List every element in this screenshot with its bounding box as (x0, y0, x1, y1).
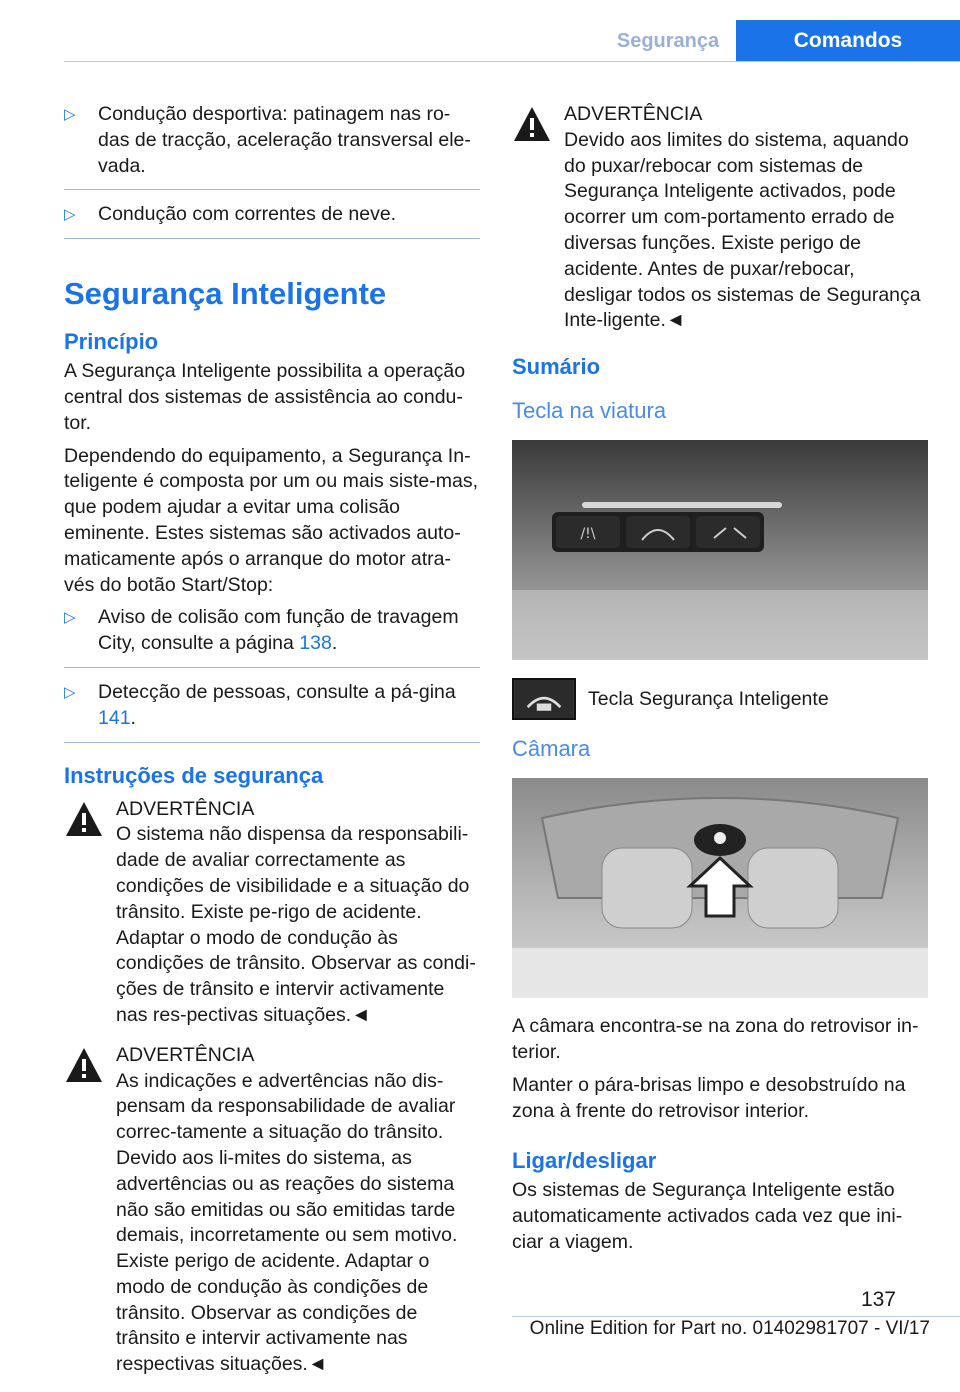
camera-paragraph-1: A câmara encontra-se na zona do retrovisor in-terior. (512, 1015, 919, 1063)
principle-paragraph-1: A Segurança Inteligente possibilita a operação central dos sistemas de assistência ao condu-tor. (64, 360, 466, 434)
warning-triangle-icon (512, 104, 552, 144)
onoff-paragraph-1: Os sistemas de Segurança Inteligente estão automaticamente activados cada vez que ini-ciar a viagem. (512, 1179, 903, 1253)
footer-edition: Online Edition for Part no. 01402981707 - VI/17 (529, 1318, 930, 1339)
list-item: ▷ Condução com correntes de neve. (64, 202, 480, 228)
list-item: ▷ Aviso de colisão com função de travagem City, consulte a página 138. (64, 605, 480, 657)
page-link-141[interactable]: 141 (98, 706, 131, 729)
principle-paragraph-2: Dependendo do equipamento, a Segurança In-teligente é composta por um ou mais siste-mas, que podem ajudar a evitar uma colisão eminente. Estes sistemas são activados auto-maticamente após o arranque do motor atra-vés do botão Start/Stop: (64, 444, 479, 596)
safety-heading: Instruções de segurança (64, 762, 324, 788)
principle-heading: Princípio (64, 329, 159, 355)
list-item: ▷ Detecção de pessoas, consulte a pá-gina 141. (64, 680, 480, 732)
onoff-heading: Ligar/desligar (512, 1148, 657, 1174)
list-divider (64, 238, 480, 239)
summary-heading: Sumário (512, 354, 601, 380)
warning-text: ADVERTÊNCIA O sistema não dispensa da responsabili-dade de avaliar correctamente as condições de visibilidade e a situação do trânsito. Existe pe-rigo de acidente. Adaptar o modo de condução às condições de trânsito. Observar as condi-ções de trânsito e intervir activamente nas res-pectivas situações.◄ (116, 797, 476, 1026)
warning-block (64, 797, 480, 1029)
left-column (64, 102, 480, 1392)
button-caption: Tecla Segurança Inteligente (512, 678, 928, 720)
right-column (512, 102, 928, 1263)
header-rule (64, 61, 960, 62)
page-number: 137 (860, 1288, 896, 1311)
warning-triangle-icon (64, 799, 104, 839)
header-section-label: Segurança (616, 30, 720, 52)
warning-triangle-icon (64, 1045, 104, 1085)
warning-block (64, 1043, 480, 1378)
camera-paragraph-2: Manter o pára-brisas limpo e desobstruído na zona à frente do retrovisor interior. (512, 1073, 906, 1122)
header-chapter-tab[interactable]: Comandos (736, 20, 960, 62)
section-title: Segurança Inteligente (64, 276, 387, 312)
list-divider (64, 667, 480, 668)
page-link-138[interactable]: 138 (299, 632, 332, 655)
button-photo (512, 440, 928, 660)
warning-text: ADVERTÊNCIA As indicações e advertências não dis-pensam da responsabilidade de avaliar correc-tamente a situação do trânsito. Devido aos li-mites do sistema, as advertências ou as reações do sistema não são emitidas ou são emitidas tarde demais, incorretamente ou sem motivo. Existe perigo de acidente. Adaptar o modo de condução às condições de trânsito. Observar as condições de trânsito e intervir activamente nas respectivas situações.◄ (116, 1043, 458, 1376)
button-heading: Tecla na viatura (512, 398, 667, 424)
svg-text:/!\: /!\ (580, 526, 596, 543)
intelligent-safety-button-icon (512, 678, 576, 720)
camera-heading: Câmara (512, 736, 591, 762)
camera-photo (512, 778, 928, 998)
list-item: ▷ Condução desportiva: patinagem nas ro-das de tracção, aceleração transversal ele-vada. (64, 102, 480, 179)
list-divider (64, 742, 480, 743)
warning-text: ADVERTÊNCIA Devido aos limites do sistema, aquando do puxar/rebocar com sistemas de Segurança Inteligente activados, pode ocorrer um com-portamento errado de diversas funções. Existe perigo de acidente. Antes de puxar/rebocar, desligar todos os sistemas de Segurança Inte-ligente.◄ (564, 103, 921, 332)
footer-rule (512, 1316, 960, 1317)
list-divider (64, 189, 480, 190)
warning-block (512, 102, 928, 334)
